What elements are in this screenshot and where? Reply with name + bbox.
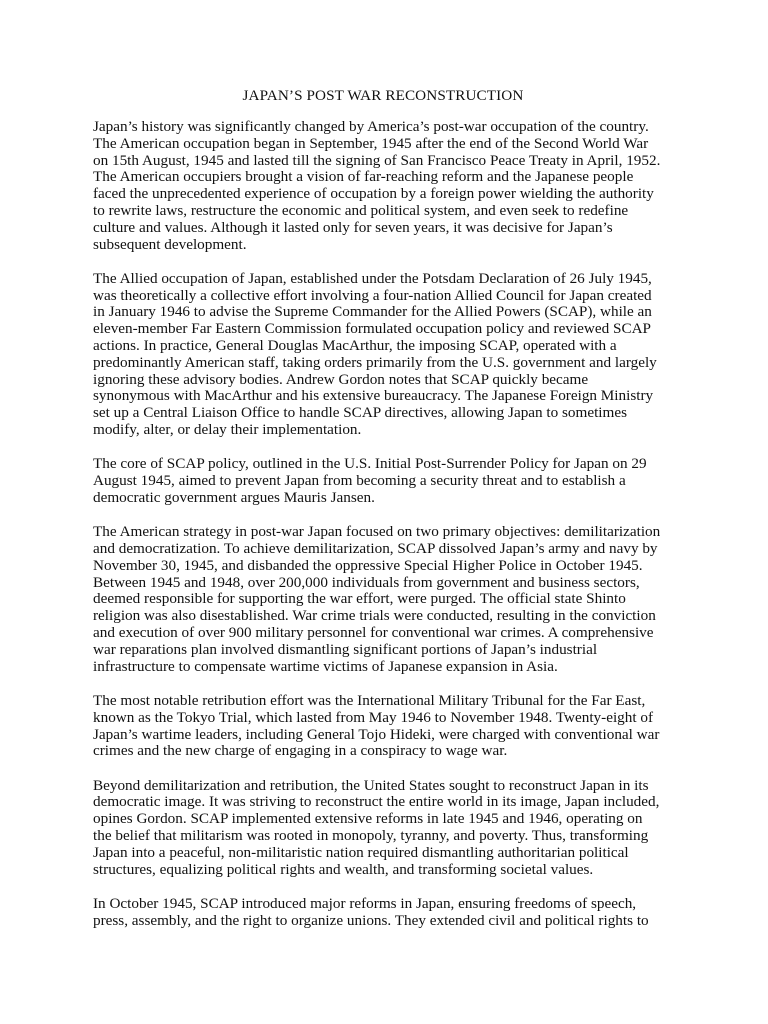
text-line: to rewrite laws, restructure the economic and political system, and even seek to redefine <box>93 201 629 219</box>
text-line: structures, equalizing political rights and wealth, and transforming societal values. <box>93 860 594 878</box>
text-line: was theoretically a collective effort involving a four-nation Allied Council for Japan created <box>93 286 652 304</box>
text-line: The American strategy in post-war Japan focused on two primary objectives: demilitarization <box>93 523 661 541</box>
text-line: Japan’s wartime leaders, including General Tojo Hideki, were charged with conventional war <box>93 725 660 743</box>
text-line: and execution of over 900 military personnel for conventional war crimes. A comprehensive <box>93 624 654 642</box>
text-line: The Allied occupation of Japan, established under the Potsdam Declaration of 26 July 1945, <box>93 269 652 287</box>
text-line: The American occupiers brought a vision of far-reaching reform and the Japanese people <box>93 168 634 186</box>
text-line: war reparations plan involved dismantling significant portions of Japan’s industrial <box>93 640 598 658</box>
text-line: and democratization. To achieve demilitarization, SCAP dissolved Japan’s army and navy by <box>93 540 658 558</box>
paragraph <box>93 693 683 760</box>
text-line: actions. In practice, General Douglas MacArthur, the imposing SCAP, operated with a <box>93 337 617 355</box>
text-line: Beyond demilitarization and retribution, the United States sought to reconstruct Japan in its <box>93 776 649 794</box>
text-line: Japan’s history was significantly changed by America’s post-war occupation of the country. <box>93 118 649 135</box>
paragraph <box>93 896 683 930</box>
paragraph <box>93 271 683 439</box>
text-line: August 1945, aimed to prevent Japan from becoming a security threat and to establish a <box>93 472 626 490</box>
text-line: modify, alter, or delay their implementation. <box>93 421 362 439</box>
text-line: opines Gordon. SCAP implemented extensive reforms in late 1945 and 1946, operating on <box>93 810 643 828</box>
text-line: religion was also disestablished. War crime trials were conducted, resulting in the conviction <box>93 607 656 625</box>
text-line: The American occupation began in September, 1945 after the end of the Second World War <box>93 134 649 152</box>
paragraph <box>93 778 683 879</box>
text-line: press, assembly, and the right to organize unions. They extended civil and political rights to <box>93 911 649 929</box>
text-line: The core of SCAP policy, outlined in the U.S. Initial Post-Surrender Policy for Japan on 29 <box>93 455 647 473</box>
text-line: infrastructure to compensate wartime victims of Japanese expansion in Asia. <box>93 657 558 675</box>
text-line: subsequent development. <box>93 235 247 253</box>
paragraph <box>93 119 683 253</box>
text-line: democratic image. It was striving to reconstruct the entire world in its image, Japan included, <box>93 793 660 811</box>
text-line: culture and values. Although it lasted only for seven years, it was decisive for Japan’s <box>93 218 613 236</box>
text-line: Between 1945 and 1948, over 200,000 individuals from government and business sectors, <box>93 573 640 591</box>
text-line: set up a Central Liaison Office to handle SCAP directives, allowing Japan to sometimes <box>93 404 627 422</box>
text-line: predominantly American staff, taking orders primarily from the U.S. government and largely <box>93 353 657 371</box>
text-line: faced the unprecedented experience of occupation by a foreign power wielding the authority <box>93 185 654 203</box>
text-line: synonymous with MacArthur and his extensive bureaucracy. The Japanese Foreign Ministry <box>93 387 654 405</box>
text-line: The most notable retribution effort was the International Military Tribunal for the Far East, <box>93 691 646 709</box>
text-line: eleven-member Far Eastern Commission formulated occupation policy and reviewed SCAP <box>93 320 651 338</box>
text-line: in January 1946 to advise the Supreme Commander for the Allied Powers (SCAP), while an <box>93 303 652 321</box>
page-title: JAPAN’S POST WAR RECONSTRUCTION <box>242 87 524 104</box>
paragraph <box>93 456 683 506</box>
text-line: on 15th August, 1945 and lasted till the signing of San Francisco Peace Treaty in April, 1952. <box>93 151 661 169</box>
text-line: In October 1945, SCAP introduced major reforms in Japan, ensuring freedoms of speech, <box>93 894 637 912</box>
text-line: ignoring these advisory bodies. Andrew Gordon notes that SCAP quickly became <box>93 370 589 388</box>
text-line: Japan into a peaceful, non-militaristic nation required dismantling authoritarian political <box>93 843 629 861</box>
text-line: democratic government argues Mauris Jansen. <box>93 488 375 506</box>
text-line: deemed responsible for supporting the war effort, were purged. The official state Shinto <box>93 590 626 608</box>
document-body <box>93 119 683 947</box>
text-line: crimes and the new charge of engaging in a conspiracy to wage war. <box>93 742 508 760</box>
paragraph <box>93 524 683 675</box>
text-line: known as the Tokyo Trial, which lasted from May 1946 to November 1948. Twenty-eight of <box>93 708 654 726</box>
text-line: November 30, 1945, and disbanded the oppressive Special Higher Police in October 1945. <box>93 556 643 574</box>
text-line: the belief that militarism was rooted in monopoly, tyranny, and poverty. Thus, transforming <box>93 826 649 844</box>
